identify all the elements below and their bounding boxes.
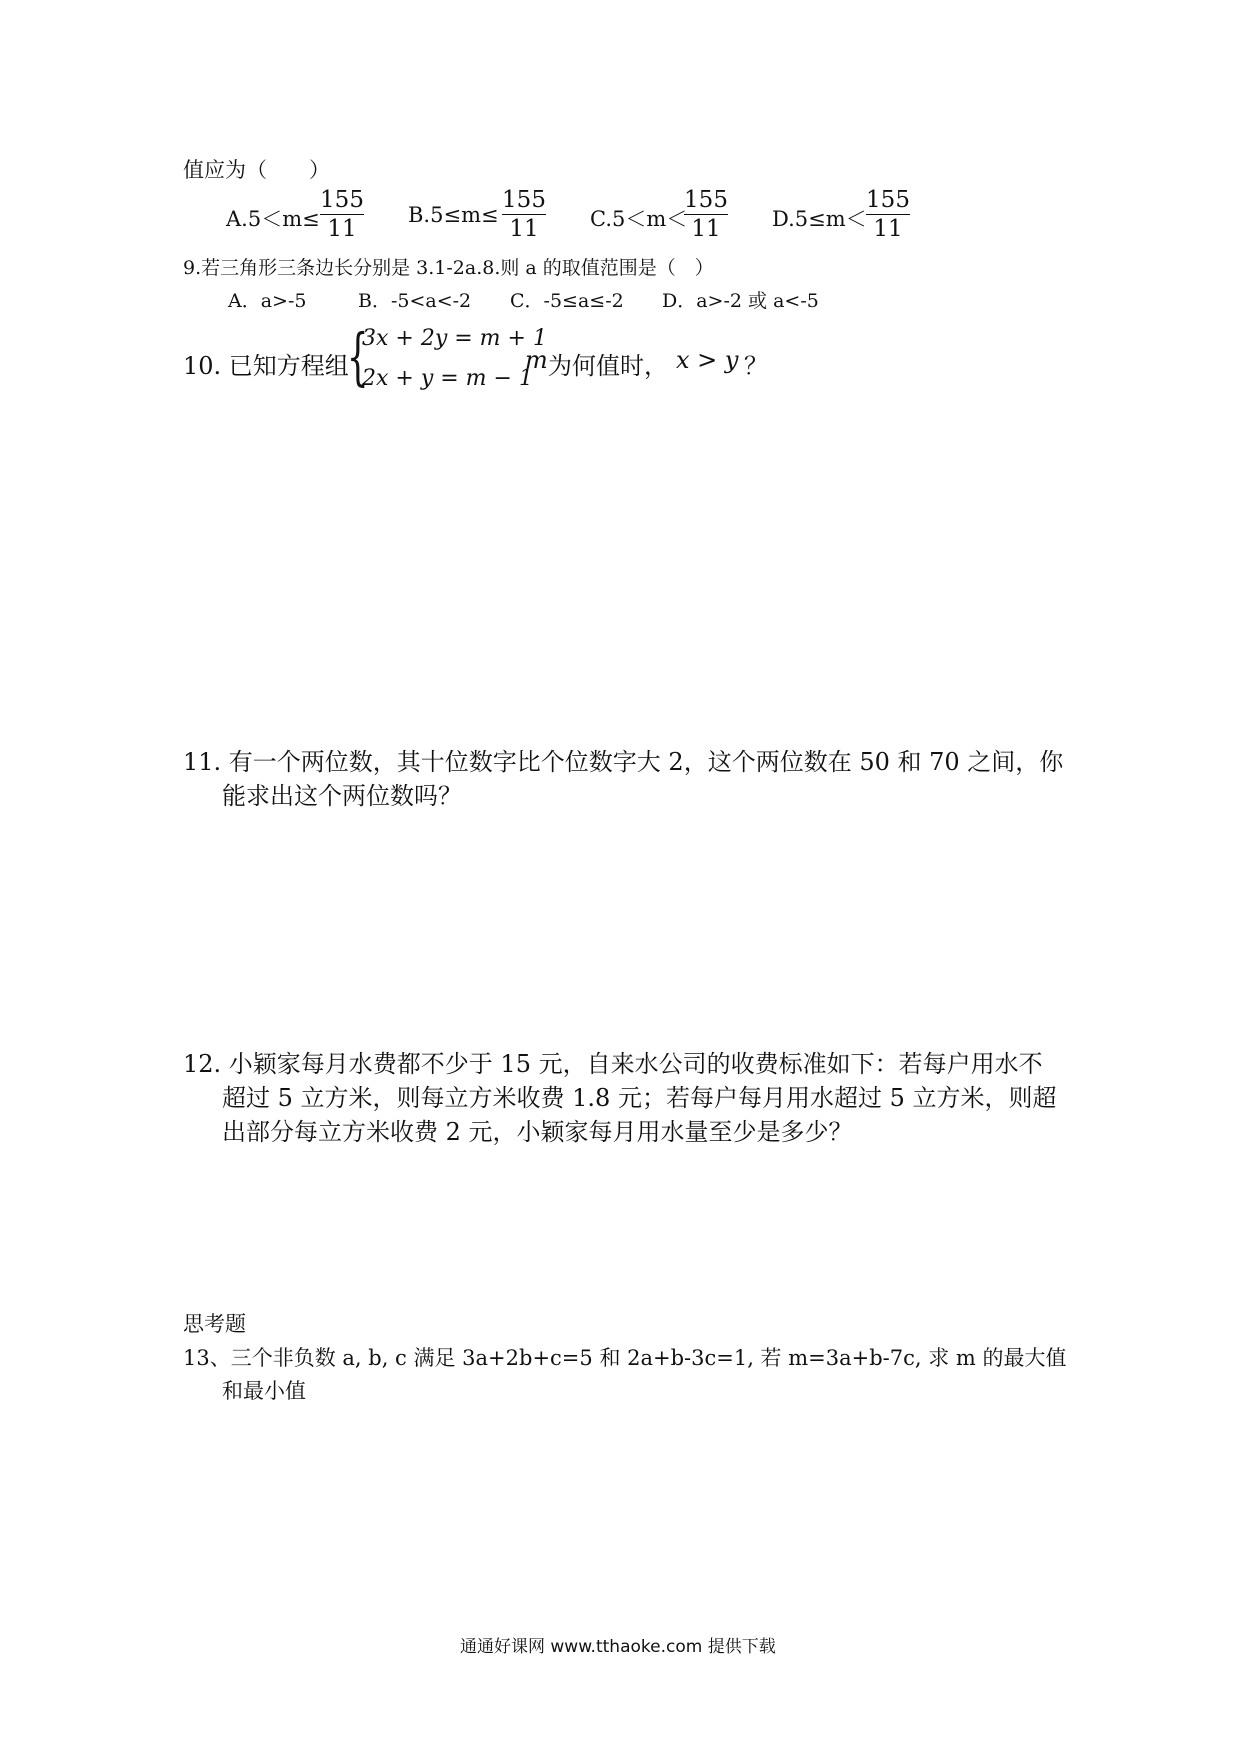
- q9-stem: 9.若三角形三条边长分别是 3.1-2a.8.则 a 的取值范围是（ ）: [183, 257, 714, 279]
- q9-option-a: A．a>-5: [228, 290, 307, 312]
- q10-variable-m: m: [525, 346, 548, 374]
- fraction-numerator: 155: [502, 187, 546, 213]
- fraction-denominator: 11: [873, 216, 903, 242]
- thinking-heading: 思考题: [183, 1312, 246, 1336]
- q10-equation-1: 3x + 2y = m + 1: [362, 326, 547, 351]
- q13-line-1: 13、三个非负数 a, b, c 满足 3a+2b+c=5 和 2a+b-3c=1, 若 m=3a+b-7c, 求 m 的最大值: [183, 1346, 1067, 1370]
- fraction-numerator: 155: [684, 187, 728, 213]
- q13-line-2: 和最小值: [222, 1379, 306, 1403]
- q10-condition: x > y: [676, 346, 739, 374]
- q8-option-c-label: C.5＜m＜: [590, 207, 688, 231]
- q11-line-1: 11. 有一个两位数，其十位数字比个位数字大 2，这个两位数在 50 和 70 之间，你: [183, 748, 1064, 776]
- q8-option-a-label: A.5＜m≤: [226, 207, 320, 231]
- q8-option-c-fraction: [682, 186, 730, 243]
- q9-option-c: C．-5≤a≤-2: [510, 290, 624, 312]
- q12-line-1: 12. 小颖家每月水费都不少于 15 元，自来水公司的收费标准如下：若每户用水不: [183, 1050, 1043, 1078]
- q12-line-3: 出部分每立方米收费 2 元，小颖家每月用水量至少是多少？: [222, 1118, 853, 1146]
- q8-option-b-fraction: [500, 186, 548, 243]
- q10-prefix: 10. 已知方程组: [183, 352, 349, 380]
- q8-option-a-fraction: [318, 186, 366, 243]
- q9-option-b: B．-5<a<-2: [358, 290, 472, 312]
- fraction-denominator: 11: [509, 216, 539, 242]
- fraction-numerator: 155: [320, 187, 364, 213]
- q10-suffix: ？: [744, 352, 768, 380]
- q11-line-2: 能求出这个两位数吗？: [222, 782, 462, 810]
- page-footer: 通通好课网 www.tthaoke.com 提供下载: [460, 1637, 776, 1657]
- q10-equation-2: 2x + y = m − 1: [362, 366, 533, 391]
- q9-option-d: D．a>-2 或 a<-5: [662, 290, 819, 312]
- left-brace-icon: {: [346, 320, 369, 393]
- fraction-numerator: 155: [866, 187, 910, 213]
- q8-option-d-label: D.5≤m＜: [772, 207, 867, 231]
- fraction-denominator: 11: [327, 216, 357, 242]
- q10-middle-text: 为何值时，: [548, 352, 668, 380]
- q8-option-d-fraction: [864, 186, 912, 243]
- q8-option-b-label: B.5≤m≤: [408, 203, 499, 227]
- fraction-denominator: 11: [691, 216, 721, 242]
- q8-stem-tail: 值应为（ ）: [183, 158, 330, 182]
- q12-line-2: 超过 5 立方米，则每立方米收费 1.8 元；若每户每月用水超过 5 立方米，则超: [222, 1084, 1057, 1112]
